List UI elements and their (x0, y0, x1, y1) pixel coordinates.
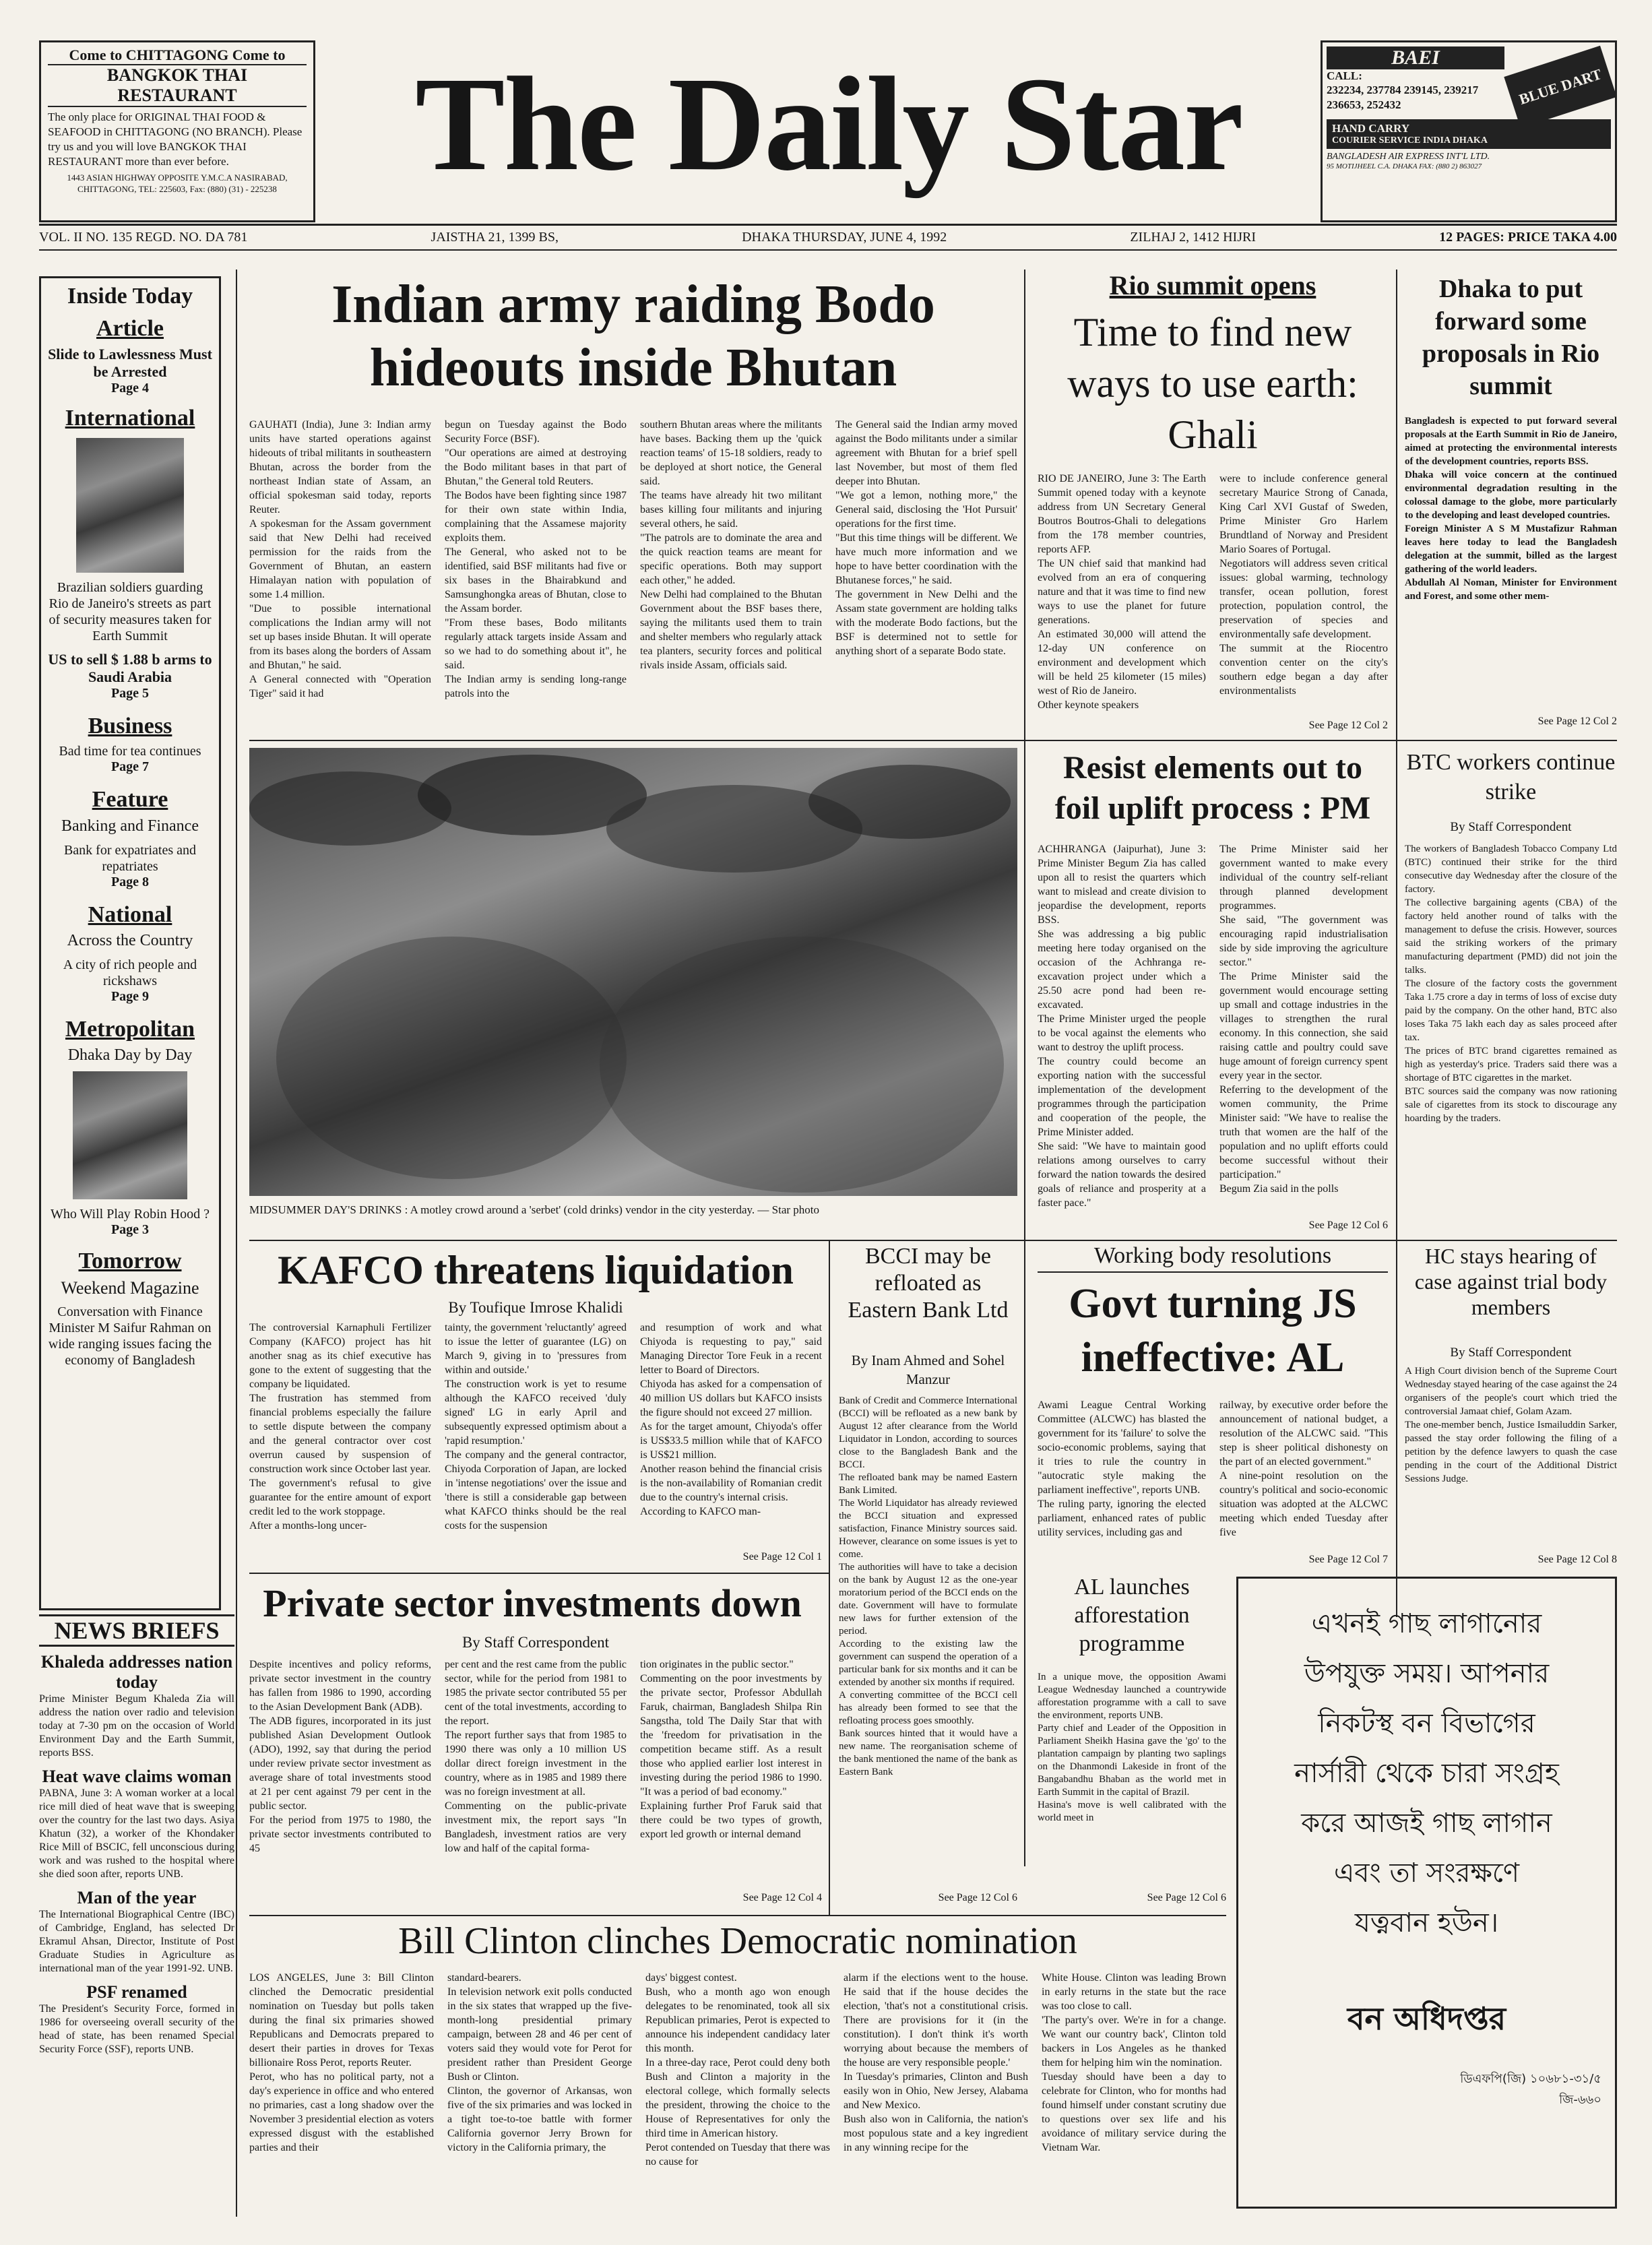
afforestation-continued: See Page 12 Col 6 (1147, 1892, 1226, 1903)
brief-title: Heat wave claims woman (42, 1767, 232, 1786)
forest-ad-line: উপযুক্ত সময়। আপনার (1304, 1658, 1550, 1689)
restaurant-ad (39, 40, 315, 222)
brief-title: Man of the year (77, 1888, 197, 1907)
courier-address: 95 MOTIJHEEL C.A. DHAKA FAX: (880 2) 863027 (1327, 162, 1482, 170)
international-teaser: US to sell $ 1.88 b arms to Saudi Arabia (48, 651, 212, 685)
issue-date: DHAKA THURSDAY, JUNE 4, 1992 (742, 230, 947, 245)
kafco-byline: By Toufique Imrose Khalidi (448, 1299, 623, 1316)
national-teaser: Across the Country (67, 932, 193, 949)
masthead-title: The Daily Star (415, 50, 1242, 199)
story-column: The General said the Indian army moved against the Bodo militants under a similar agreement with Bhutan for a brief spell last November, but most of them fled deeper into Bhutan. "We got a lemon, nothing more," the General said, disclosing the 'Hot Pursuit' operations for the first time. "But this time things will be different. We have much more information and we hope to have better coordination with the Bhutanese forces," he said. The government in New Delhi and the Assam state government are holding talks with the moderate Bodo factions, but the BSF is determined not to settle for anything short of a separate Bodo state. (835, 419, 1017, 657)
brief-text: The President's Security Force, formed in 1986 for overseeing overall security of the head of state, has been renamed Special Security Force (SSF), reports UNB. (39, 2003, 234, 2055)
forest-ad-line: করে আজই গাছ লাগান (1301, 1808, 1552, 1839)
bodo-story (249, 418, 1017, 728)
clinton-headline: Bill Clinton clinches Democratic nomination (398, 1920, 1077, 1962)
forest-department-name: বন অধিদপ্তর (1347, 2000, 1506, 2037)
pm-headline: Resist elements out to foil uplift process : PM (1054, 750, 1371, 826)
story-column: per cent and the rest came from the public sector, while for the period from 1981 to 1985 the private sector contributed 55 per cent of the total investments, according to the report. The report further says that from 1985 to 1990 there was only a 10 million US dollar direct foreign investment in the country, where as in 1985 and 1989 there was no foreign investment at all. Commenting on the public-private investment mix, the report says "In Bangladesh, investment ratios are very low and half of the capital forma- (445, 1659, 627, 1854)
business-section-label: Business (88, 714, 172, 738)
inside-today-title: Inside Today (67, 284, 193, 309)
metropolitan-teaser: Dhaka Day by Day (67, 1046, 193, 1064)
brief-text: The International Biographical Centre (IBC) of Cambridge, England, has selected Dr Ekramul Ahsan, Director, Institute of Post Graduate Studies in Agriculture as international man of the year 1991-92. UNB. (39, 1909, 234, 1974)
story-column: RIO DE JANEIRO, June 3: The Earth Summit opened today with a keynote address from UN Secretary General Boutros Boutros-Ghali to delegations from the 178 member countries, reports AFP. The UN chief said that mankind had evolved from an era of conquering nature and that it was time to find new ways to use the planet for future generations. An estimated 30,000 will attend the 12-day UN conference on environment and development which will be held 25 kilometer (15 miles) west of Rio de Janeiro. Other keynote speakers (1038, 473, 1206, 711)
private-byline: By Staff Correspondent (462, 1634, 610, 1651)
business-teaser: Bad time for tea continues (59, 744, 201, 759)
national-page: Page 9 (110, 989, 150, 1004)
bangla-date: JAISTHA 21, 1399 BS, (431, 230, 559, 245)
courier-logo: BAEI (1327, 46, 1504, 69)
hc-headline: HC stays hearing of case against trial body members (1414, 1244, 1608, 1319)
feature-section-label: Feature (92, 787, 168, 812)
international-caption: Brazilian soldiers guarding Rio de Janeiro's streets as part of security measures taken for Earth Summit (49, 580, 212, 643)
story-column: LOS ANGELES, June 3: Bill Clinton clinched the Democratic presidential nomination on Tuesday but polls taken during the final six primaries showed Republicans and Democrats prepared to desert their parties in droves for Texas billionaire Ross Perot, reports Reuter. Perot, who has no political party, not a day's experience in office and who entered no primaries, cast a long shadow over the November 3 presidential election as voters expressed disgust with the established parties and their (249, 1972, 434, 2153)
price: 12 PAGES: PRICE TAKA 4.00 (1439, 230, 1617, 245)
rio-kicker: Rio summit opens (1109, 270, 1316, 301)
btc-headline: BTC workers continue strike (1406, 750, 1616, 804)
restaurant-ad-address: 1443 ASIAN HIGHWAY OPPOSITE Y.M.C.A NASIRABAD, CHITTAGONG, TEL: 225603, Fax: (880) (31) - 225238 (67, 172, 288, 194)
feature-teaser: Banking and Finance (61, 817, 199, 835)
metropolitan-caption: Who Will Play Robin Hood ? (50, 1207, 210, 1222)
story-column: The controversial Karnaphuli Fertilizer Company (KAFCO) project has hit another snag as its chief executive has gone to the extent of suggesting that the company be liquidated. The frustration has stemmed from financial problems especially the failure to settle dispute between the company and the general contractor over cost overrun caused by suspension of construction work since October last year. The government's refusal to give guarantee for the entire amount of export credit led to the work stoppage. After a months-long uncer- (249, 1322, 431, 1531)
brief-text: Prime Minister Begum Khaleda Zia will address the nation over radio and television today at 7-30 pm on the occasion of World Environment Day and the Earth Summit, reports BSS. (39, 1693, 234, 1759)
pm-story (1038, 842, 1388, 1220)
rio-continued: See Page 12 Col 2 (1308, 720, 1388, 731)
afforestation-headline: AL launches afforestation programme (1074, 1575, 1190, 1656)
hc-continued: See Page 12 Col 8 (1537, 1554, 1617, 1565)
metropolitan-page: Page 3 (110, 1222, 150, 1237)
story-column: GAUHATI (India), June 3: Indian army units have started operations against hideouts of tribal militants in southeastern Bhutan, across the border from the northeast Indian state of Assam, an official spokesman said today, reports Reuter. A spokesman for the Assam government said that New Delhi had received permission for the raids from the Government of Bhutan, an eastern Himalayan nation with population of some 1.4 million. "Due to possible international complications the Indian army will not set up bases inside Bhutan. It will operate from its bases along the borders of Assam and Bhutan," he said. A General connected with "Operation Tiger" said it had (249, 419, 431, 699)
courier-service-line2: COURIER SERVICE INDIA DHAKA (1332, 135, 1488, 146)
courier-call-label: CALL: (1327, 69, 1362, 82)
volume-number: VOL. II NO. 135 REGD. NO. DA 781 (39, 230, 248, 245)
article-teaser: Slide to Lawlessness Must be Arrested (48, 346, 212, 380)
forest-department-ad (1236, 1577, 1617, 2209)
story-column: The Prime Minister said her government wanted to make every individual of the country self-reliant through planned development programmes. She said, "The government was encouraging rapid industrialisation side by side improving the agriculture sector." The Prime Minister said the government would encourage setting up small and cottage industries in the villages to strengthen the rural economy. In this connection, she said raising cattle and poultry could save huge amount of foreign currency spent every year in the sector. Referring to the development of the women community, the Prime Minister said: "We have to realise the truth that women are the half of the population and no uplift efforts could become successful without their participation." Begum Zia said in the polls (1219, 844, 1388, 1195)
story-column: Awami League Central Working Committee (ALCWC) has blasted the government for its 'failure' to solve the socio-economic problems, saying that it tries to rule the country in "autocratic style making the parliament ineffective", reports UNB. The ruling party, ignoring the elected parliament, enhanced rates of public utility services, including gas and (1038, 1399, 1206, 1538)
forest-ad-line: নার্সারী থেকে চারা সংগ্রহ (1294, 1758, 1559, 1789)
forest-ad-line: এবং তা সংরক্ষণে (1333, 1858, 1520, 1889)
story-column: White House. Clinton was leading Brown in early returns in the state but the race was too close to call. 'The party's over. We're in for a change. We want our country back', Clinton told backers in Los Angeles as he thanked them for helping him win the nomination. Tuesday should have been a day to celebrate for Clinton, who for months had found himself under constant scrutiny due to questions over sex life and his avoidance of military service during the Vietnam War. (1042, 1972, 1226, 2153)
courier-phones: 232234, 237784 239145, 239217 236653, 252432 (1327, 84, 1479, 111)
article-section-label: Article (96, 316, 164, 341)
restaurant-ad-text: The only place for ORIGINAL THAI FOOD & SEAFOOD in CHITTAGONG (NO BRANCH). Please try us and you will love BANGKOK THAI RESTAURANT more than ever before. (48, 110, 303, 168)
business-page: Page 7 (110, 759, 150, 774)
dhaka-rio-continued: See Page 12 Col 2 (1537, 716, 1617, 727)
tomorrow-teaser-2: Conversation with Finance Minister M Saifur Rahman on wide ranging issues facing the economy of Bangladesh (48, 1304, 212, 1368)
restaurant-ad-name: BANGKOK THAI RESTAURANT (48, 65, 307, 107)
feature-page: Page 8 (110, 875, 150, 889)
btc-story: The workers of Bangladesh Tobacco Company Ltd (BTC) continued their strike for the third consecutive day Wednesday after the closure of the factory. The collective bargaining agents (CBA) of the factory held another round of talks with the management to defuse the crisis. However, sources said the striking workers of the primary manufacturing department (PMD) did not join the talks. The closure of the factory costs the government Taka 1.75 crore a day in terms of loss of excise duty paid by the company. On the other hand, BTC also loses Taka 75 lakh each day as sales proceed after tax. The prices of BTC brand cigarettes remained as high as yesterday's price. Traders said there was a shortage of BTC cigarettes in the market. BTC sources said the company was now rationing sale of cigarettes from its stock to discourage any hoarding by the traders. (1405, 844, 1617, 1124)
hijri-date: ZILHAJ 2, 1412 HIJRI (1130, 230, 1256, 245)
js-headline: Govt turning JS ineffective: AL (1069, 1281, 1357, 1381)
bcci-story: Bank of Credit and Commerce International (BCCI) will be refloated as a new bank by August 12 after clearance from the World Liquidator in London, according to sources close to the Bangladesh Bank and the BCCI. The refloated bank may be named Eastern Bank Limited. The World Liquidator has already reviewed the BCCI situation and expressed satisfaction, Finance Ministry sources said. However, clearance on some issues is yet to come. The authorities will have to take a decision on the bank by August 12 as the one-year moratorium period of the BCCI ends on the date. Government will have to formulate new laws for further extension of the period. According to the existing law the government can suspend the operation of a particular bank for six months and it can be extended by another six months if required. A converting committee of the BCCI cell has already been formed to see that the refloating process goes smoothly. Bank sources hinted that it would have a new name. The reorganisation scheme of the bank mentioned the name of the bank as Eastern Bank (839, 1395, 1017, 1777)
kafco-story (249, 1321, 822, 1550)
kafco-headline: KAFCO threatens liquidation (278, 1248, 794, 1292)
robin-hood-photo (73, 1071, 187, 1199)
dhaka-rio-story: Bangladesh is expected to put forward several proposals at the Earth Summit in Rio de Janeiro, aimed at protecting the environmental interests of the development countries, reports BSS. Dhaka will voice concern at the continued environmental degradation resulting in the colossal damage to the globe, more particularly to the developing and least developed countries. Foreign Minister A S M Mustafizur Rahman leaves here today to lead the Bangladesh delegation at the summit, billed as the largest gathering of the world leaders. Abdullah Al Noman, Minister for Environment and Forest, and some other mem- (1405, 416, 1617, 602)
brief-title: Khaleda addresses nation today (40, 1652, 233, 1692)
story-column: days' biggest contest. Bush, who a month ago won enough delegates to be renominated, took all six Republican primaries, Perot is expected to announce his independent candidacy later this month. In a three-day race, Perot could deny both Bush and Clinton a majority in the electoral college, which formally selects the president, throwing the choice to the House of Representatives for only the third time in American history. Perot contended on Tuesday that there was no cause for (645, 1972, 830, 2168)
dateline (39, 226, 1617, 248)
js-story (1038, 1398, 1388, 1567)
forest-ad-code-2: জি-৬৬০ (1559, 2093, 1601, 2107)
tomorrow-teaser: Weekend Magazine (61, 1278, 199, 1298)
private-continued: See Page 12 Col 4 (742, 1892, 822, 1903)
street-vendor-photo (249, 748, 1017, 1196)
story-column: tainty, the government 'reluctantly' agreed to issue the letter of guarantee (LG) on March 9, giving in to 'pressures from within and outside.' The construction work is yet to resume although the KAFCO received 'duly signed' LG in early April and subsequently expressed optimism about a 'rapid resumption.' The company and the general contractor, Chiyoda Corporation of Japan, are locked in 'intense negotiations' over the issue and 'there is still a considerable gap between what KAFCO thinks should be the real costs for the suspension (445, 1322, 627, 1531)
dhaka-rio-headline: Dhaka to put forward some proposals in Rio summit (1422, 275, 1600, 400)
private-headline: Private sector investments down (263, 1581, 802, 1625)
national-teaser-2: A city of rich people and rickshaws (63, 957, 197, 988)
brazil-soldiers-photo (76, 438, 184, 573)
news-briefs (39, 1614, 234, 2207)
forest-ad-line: যত্নবান হউন। (1354, 1907, 1499, 1938)
courier-ad (1321, 40, 1617, 222)
crowd-umbrella-illustration (249, 748, 1017, 1196)
restaurant-ad-heading: Come to CHITTAGONG Come to (48, 46, 307, 65)
international-page: Page 5 (110, 686, 150, 701)
kafco-continued: See Page 12 Col 1 (742, 1551, 822, 1562)
story-column: tion originates in the public sector." Commenting on the poor investments by the private sector, Professor Abdullah Faruk, chairman, Bangladesh Shilpa Rin Sangstha, told The Daily Star that with the 'freedom for privatisation in the competition became stiff. As a result those who applied earlier lost interest in investing during the period 1986 to 1990. "It was a period of bad economy." Explaining further Prof Faruk said that there could be two types of growth, export led growth or internal demand (640, 1659, 822, 1840)
inside-today-panel (39, 276, 221, 1610)
pm-continued: See Page 12 Col 6 (1308, 1220, 1388, 1231)
hc-byline: By Staff Correspondent (1450, 1346, 1572, 1360)
national-section-label: National (88, 902, 172, 927)
courier-company: BANGLADESH AIR EXPRESS INT'L LTD. (1327, 152, 1490, 162)
forest-ad-line: এখনই গাছ লাগানোর (1311, 1608, 1542, 1639)
tomorrow-section-label: Tomorrow (78, 1248, 182, 1273)
js-kicker: Working body resolutions (1038, 1243, 1388, 1273)
metropolitan-section-label: Metropolitan (65, 1017, 195, 1042)
btc-byline: By Staff Correspondent (1450, 820, 1572, 834)
bcci-continued: See Page 12 Col 6 (938, 1892, 1017, 1903)
news-briefs-title: NEWS BRIEFS (39, 1614, 234, 1647)
rio-story (1038, 472, 1388, 721)
forest-ad-line: নিকটস্থ বন বিভাগের (1318, 1708, 1535, 1739)
story-column: and resumption of work and what Chiyoda is requesting to pay," said Managing Director Tore Feuk in a recent letter to Board of Directors. Chiyoda has asked for a compensation of 40 million US dollars but KAFCO insists the figure should not exceed 27 million. As for the target amount, Chiyoda's offer is US$33.5 million while that of KAFCO is US$21 million. Another reason behind the financial crisis is the non-availability of Romanian credit due to the country's internal crisis. According to KAFCO man- (640, 1322, 822, 1517)
courier-service: HAND CARRY (1332, 122, 1410, 135)
story-column: ACHHRANGA (Jaipurhat), June 3: Prime Minister Begum Zia has called upon all to resist the quarters which want to mislead and create division to jeopardise the development, reports BSS. She was addressing a big public meeting here today organised on the occasion of the Achhranga re-excavation project under which a 25.50 acre pond had been re-excavated. The Prime Minister urged the people to be vocal against the elements who want to destroy the uplift process. The country could become an exporting nation with the successful implementation of the development programmes through the participation and cooperation of the people, the Prime Minister added. She said: "We have to maintain good relations among ourselves to carry forward the nation towards the desired goals of reliance and prosperity at a faster pace." (1038, 844, 1206, 1209)
feature-teaser-2: Bank for expatriates and repatriates (63, 843, 197, 874)
story-column: were to include conference general secretary Maurice Strong of Canada, King Carl XVI Gustaf of Sweden, Prime Minister Gro Harlem Brundtland of Norway and President Mario Soares of Portugal. Negotiators will address seven critical issues: global warming, technology transfer, ocean pollution, forest protection, population control, the preservation of species and environmentally safe development. The summit at the Riocentro convention center on the city's southern edge began a day after environmentalists (1219, 473, 1388, 697)
story-column: railway, by executive order before the announcement of national budget, a resolution of the ALCWC said. "This step is sheer political dishonesty on the part of an elected government." A nine-point resolution on the country's political and socio-economic situation was adopted at the ALCWC meeting which ended Tuesday after five (1219, 1399, 1388, 1538)
clinton-story (249, 1971, 1226, 2210)
story-column: begun on Tuesday against the Bodo Security Force (BSF). "Our operations are aimed at destroying the Bodo militant bases in that part of Bhutan," the General told Reuters. The Bodos have been fighting since 1987 for their own state within India, complaining that the Assamese majority exploits them. The General, who asked not to be identified, said BSF militants had five or six bases in the Bhairabkund and Samsunghongka areas of Bhutan, close to the Assam border. "From these bases, Bodo militants regularly attack targets inside Assam and so we had to do something about it", he said. The Indian army is sending long-range patrols into the (445, 419, 627, 699)
js-continued: See Page 12 Col 7 (1308, 1554, 1388, 1565)
forest-ad-code: ডিএফপি(জি) ১০৬৮১-৩১/৫ (1460, 2072, 1601, 2086)
brief-title: PSF renamed (86, 1982, 187, 2002)
story-column: Despite incentives and policy reforms, private sector investment in the country has fallen from 1986 to 1990, according to the Asian Development Bank (ADB). The ADB figures, incorporated in its just published Asian Development Outlook (ADO), 1992, say that during the period under review private sector investment as average share of total investments stood at 21 per cent against 79 per cent in the public sector. For the period from 1975 to 1980, the private sector investments contributed to 45 (249, 1659, 431, 1854)
bcci-headline: BCCI may be refloated as Eastern Bank Ltd (848, 1244, 1009, 1323)
hc-story: A High Court division bench of the Supreme Court Wednesday stayed hearing of the case against the 24 organisers of the people's court which tried the controversial Jamaat chief, Golam Azam. The one-member bench, Justice Ismailuddin Sarker, passed the stay order following the filing of a petition by the defence lawyers to quash the case pending in the court of the Additional District Sessions Judge. (1405, 1366, 1617, 1484)
private-story (249, 1657, 822, 1887)
bcci-byline: By Inam Ahmed and Sohel Manzur (851, 1352, 1005, 1387)
bodo-headline: Indian army raiding Bodo hideouts inside Bhutan (331, 275, 935, 398)
blue-dart-badge: BLUE DART (1504, 46, 1616, 128)
afforestation-story: In a unique move, the opposition Awami League Wednesday launched a countrywide afforestation programme with a call to save the environment, reports UNB. Party chief and Leader of the Opposition in Parliament Sheikh Hasina gave the 'go' to the plantation campaign by planting two saplings on the Dhanmondi Lakeside in front of the Bangabandhu Bhaban as the world met in Earth Summit in the capital of Brazil. Hasina's move is well calibrated with the world meet in (1038, 1672, 1226, 1823)
story-column: standard-bearers. In television network exit polls conducted in the six states that wrapped up the five-month-long presidential primary campaign, between 28 and 46 per cent of voters said they would vote for Perot for president rather than President George Bush or Clinton. Clinton, the governor of Arkansas, won five of the six primaries and was locked in a tight toe-to-toe battle with former California governor Jerry Brown for victory in the California primary, the (447, 1972, 632, 2153)
international-section-label: International (65, 406, 195, 431)
rio-headline: Time to find new ways to use earth: Ghali (1067, 310, 1358, 457)
photo-caption: MIDSUMMER DAY'S DRINKS : A motley crowd around a 'serbet' (cold drinks) vendor in the city yesterday. — Star photo (249, 1203, 820, 1216)
brief-text: PABNA, June 3: A woman worker at a local rice mill died of heat wave that is sweeping over the country for the last two days. Asiya Khatun (32), a worker of the Khondaker Rice Mill of BSCIC, fell unconscious during work and was rushed to the hospital where she died soon after, reports UNB. (39, 1788, 234, 1880)
story-column: alarm if the elections went to the house. He said that if the house decides the election, 'that's not a constitutional crisis. There are provisions for it (in the constitution). I don't think it's worth worrying about because the members of the house are very responsible people.' In Tuesday's primaries, Clinton and Bush easily won in Ohio, New Jersey, Alabama and New Mexico. Bush also won in California, the nation's most populous state and a key ingredient in any winning recipe for the (844, 1972, 1028, 2153)
article-page: Page 4 (110, 381, 150, 396)
story-column: southern Bhutan areas where the militants have bases. Backing them up the 'quick reaction teams' of 15-18 soldiers, ready to be deployed at short notice, the General said. The teams have already hit two militant bases killing four militants and injuring several others, he said. "The patrols are to dominate the area and the quick reaction teams are meant for specific operations. Both may support each other," he added. New Delhi had complained to the Bhutan Government about the BSF bases there, saying the militants used them to train and shelter members who regularly attack tea planters, security forces and political rivals inside Assam, officials said. (640, 419, 822, 671)
